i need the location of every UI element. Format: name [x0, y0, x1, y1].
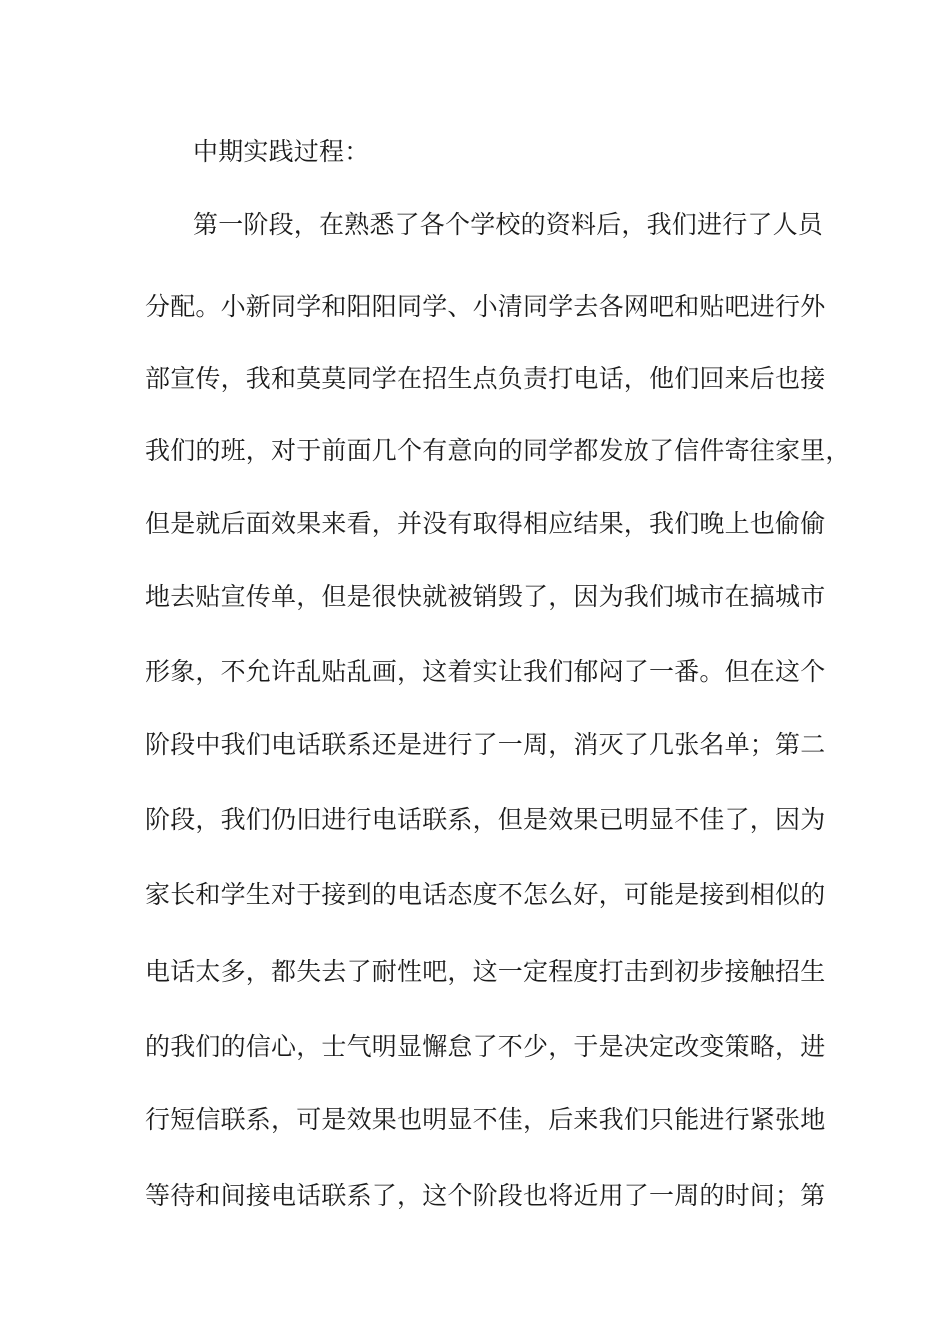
paragraph-line: 阶段中我们电话联系还是进行了一周，消灭了几张名单；第二	[145, 730, 826, 759]
paragraph-line: 家长和学生对于接到的电话态度不怎么好，可能是接到相似的	[145, 880, 826, 909]
paragraph-line: 阶段，我们仍旧进行电话联系，但是效果已明显不佳了，因为	[145, 805, 826, 834]
paragraph-line: 部宣传，我和莫莫同学在招生点负责打电话，他们回来后也接	[145, 364, 826, 393]
paragraph-line: 电话太多，都失去了耐性吧，这一定程度打击到初步接触招生	[145, 957, 826, 986]
paragraph-line: 第一阶段，在熟悉了各个学校的资料后，我们进行了人员	[193, 210, 824, 239]
paragraph-line: 我们的班，对于前面几个有意向的同学都发放了信件寄往家里，	[145, 436, 851, 465]
paragraph-line: 等待和间接电话联系了，这个阶段也将近用了一周的时间；第	[145, 1181, 826, 1210]
paragraph-line: 分配。小新同学和阳阳同学、小清同学去各网吧和贴吧进行外	[145, 292, 826, 321]
paragraph-line: 的我们的信心，士气明显懈怠了不少，于是决定改变策略，进	[145, 1032, 826, 1061]
section-heading: 中期实践过程：	[193, 137, 370, 166]
paragraph-line: 地去贴宣传单，但是很快就被销毁了，因为我们城市在搞城市	[145, 582, 826, 611]
paragraph-line: 但是就后面效果来看，并没有取得相应结果，我们晚上也偷偷	[145, 509, 826, 538]
paragraph-line: 行短信联系，可是效果也明显不佳，后来我们只能进行紧张地	[145, 1105, 826, 1134]
paragraph-line: 形象，不允许乱贴乱画，这着实让我们郁闷了一番。但在这个	[145, 657, 826, 686]
